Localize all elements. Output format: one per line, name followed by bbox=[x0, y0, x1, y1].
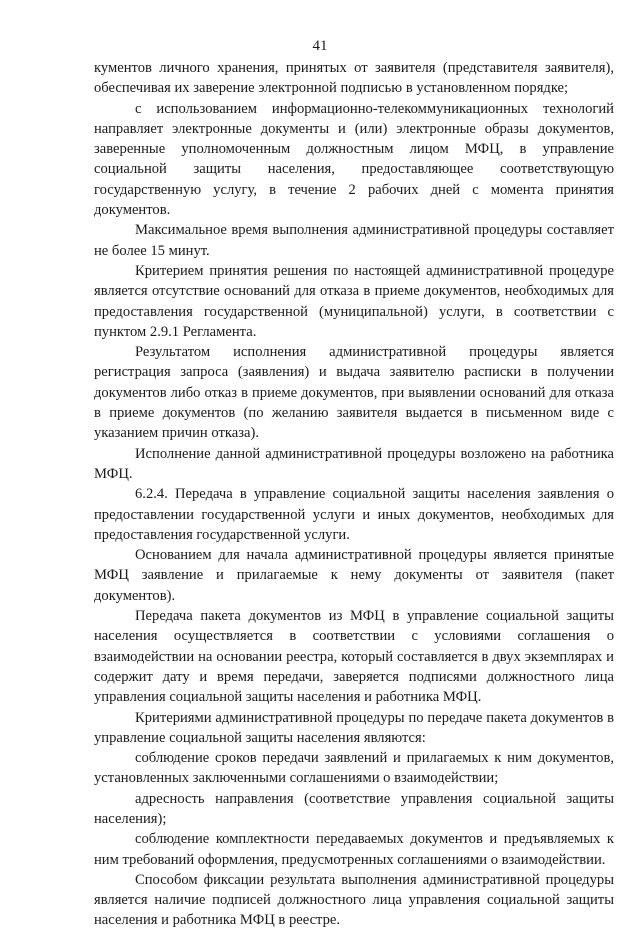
paragraph: Критерием принятия решения по настоящей административной процедуре является отсутствие оснований для отказа в приеме документов, необходимых для предоставления государственной (муниципальной) услуги, в соответствии с пунктом 2.9.1 Регламента. bbox=[94, 262, 614, 340]
paragraph: Способом фиксации результата выполнения административной процедуры является наличие подписей должностного лица управления социальной защиты населения и работника МФЦ в реестре. bbox=[94, 871, 614, 929]
page-number: 41 bbox=[312, 38, 328, 54]
list-item: соблюдение комплектности передаваемых документов и предъявляемых к ним требований оформления, предусмотренных соглашениями о взаимодействии. bbox=[94, 831, 614, 868]
paragraph: Критериями административной процедуры по передаче пакета документов в управление социальной защиты населения являются: bbox=[94, 709, 614, 746]
paragraph: Передача пакета документов из МФЦ в управление социальной защиты населения осуществляется в соответствии с условиями соглашения о взаимодействии на основании реестра, который составляется в двух экземплярах и содержит дату и время передачи, заверяется подписями должностного лица управления социальной защиты населения и работника МФЦ. bbox=[94, 608, 614, 706]
list-item: соблюдение сроков передачи заявлений и прилагаемых к ним документов, установленных заключенными соглашениями о взаимодействии; bbox=[94, 750, 614, 787]
list-item: адресность направления (соответствие управления социальной защиты населения); bbox=[94, 790, 614, 827]
paragraph: Максимальное время выполнения административной процедуры составляет не более 15 минут. bbox=[94, 222, 614, 259]
paragraph: Исполнение данной административной процедуры возложено на работника МФЦ. bbox=[94, 445, 614, 482]
paragraph: Результатом исполнения административной процедуры является регистрация запроса (заявления) и выдача заявителю расписки в получении документов либо отказ в приеме документов, при выявлении оснований для отказа в приеме документов (по желанию заявителя выдается в письменном виде с указанием причин отказа). bbox=[94, 344, 614, 442]
paragraph: с использованием информационно-телекоммуникационных технологий направляет электронные документы и (или) электронные образы документов, заверенные уполномоченным должностным лицом МФЦ, в управление социальной защиты населения, предоставляющее соответствующую государственную услугу, в течение 2 рабочих дней с момента принятия документов. bbox=[94, 100, 614, 219]
section-heading-paragraph: 6.2.4. Передача в управление социальной защиты населения заявления о предоставлении государственной услуги и иных документов, необходимых для предоставления государственной услуги. bbox=[94, 486, 614, 543]
paragraph: кументов личного хранения, принятых от заявителя (представителя заявителя), обеспечивая их заверение электронной подписью в установленном порядке; bbox=[94, 60, 614, 97]
body-text bbox=[94, 58, 614, 931]
paragraph: Основанием для начала административной процедуры является принятые МФЦ заявление и прилагаемые к нему документы от заявителя (пакет документов). bbox=[94, 547, 614, 604]
